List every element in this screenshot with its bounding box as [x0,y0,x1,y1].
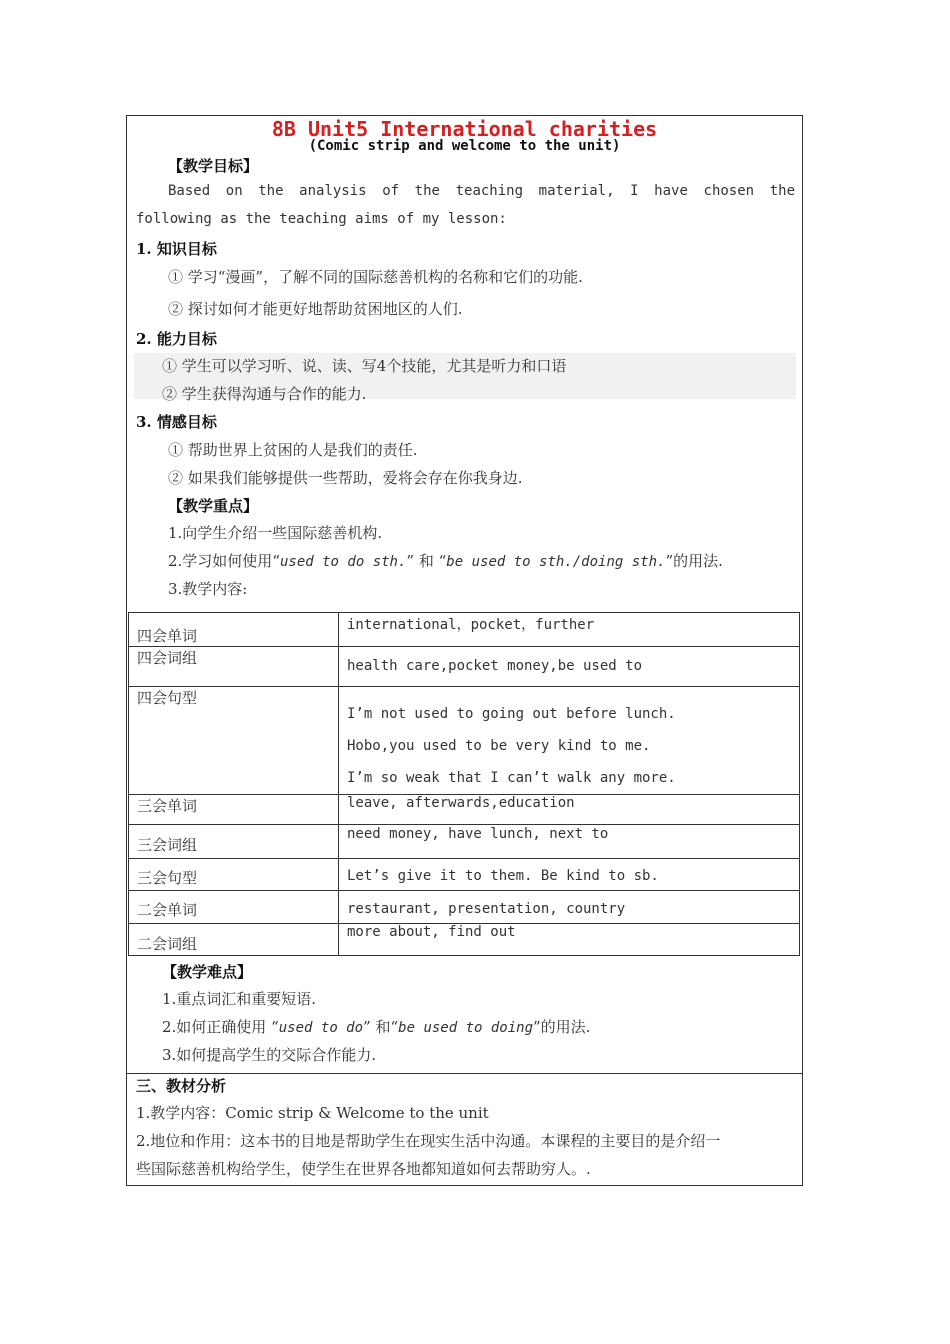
row-label: 二会词组 [129,924,339,956]
difficulty-2 [162,1016,590,1037]
difficulty-2-phrase-2: be used to doing [398,1020,534,1036]
content-line: restaurant, presentation, country [347,901,626,917]
emotion-item-1: ① 帮助世界上贫困的人是我们的责任. [168,441,418,459]
key-point-3: 3.教学内容: [168,580,248,598]
content-line: I’m not used to going out before lunch. [347,706,676,722]
table-row [129,859,800,891]
row-content [339,687,800,795]
objectives-intro-line2: following as the teaching aims of my lesson: [136,211,507,227]
key-point-2-middle: ” 和 “ [406,552,447,570]
difficulty-2-phrase-1: used to do [278,1020,364,1036]
emotion-heading: 3. 情感目标 [136,413,217,431]
row-label: 四会词组 [129,647,339,687]
content-line: leave, afterwards,education [347,795,575,811]
row-content [339,891,800,924]
content-line: health care,pocket money,be used to [347,658,643,674]
analysis-item-2-line1: 2.地位和作用：这本书的目地是帮助学生在现实生活中沟通。本课程的主要目的是介绍一 [136,1132,721,1150]
key-point-2-phrase-1: used to do sth. [279,554,407,570]
table-row [129,613,800,647]
row-label: 二会单词 [129,891,339,924]
content-line: I’m so weak that I can’t walk any more. [347,770,676,786]
row-label: 四会单词 [129,613,339,647]
row-label: 三会词组 [129,825,339,859]
content-line: Let’s give it to them. Be kind to sb. [347,868,659,884]
table-row [129,924,800,956]
row-label: 四会句型 [129,687,339,795]
ability-item-1: ① 学生可以学习听、说、读、写4个技能，尤其是听力和口语 [162,357,567,375]
difficulty-1: 1.重点词汇和重要短语. [162,990,317,1008]
section-divider [126,1073,803,1074]
analysis-item-1: 1.教学内容：Comic strip & Welcome to the unit [136,1104,489,1122]
table-row [129,647,800,687]
key-point-2-prefix: 2.学习如何使用“ [168,552,280,570]
key-point-2-phrase-2: be used to sth./doing sth. [446,554,666,570]
content-line: more about, find out [347,924,516,940]
table-row [129,795,800,825]
table-row [129,891,800,924]
row-content [339,859,800,891]
table-row [129,825,800,859]
row-content [339,647,800,687]
objectives-heading: 【教学目标】 [168,157,259,175]
analysis-heading: 三、教材分析 [136,1077,227,1095]
vocab-table [128,612,800,956]
content-line: Hobo,you used to be very kind to me. [347,738,651,754]
analysis-item-2-line2: 些国际慈善机构给学生，使学生在世界各地都知道如何去帮助穷人。. [136,1160,591,1178]
content-line: need money, have lunch, next to [347,826,609,842]
table-row [129,687,800,795]
key-points-heading: 【教学重点】 [168,497,259,515]
ability-item-2: ② 学生获得沟通与合作的能力. [162,385,367,403]
emotion-item-2: ② 如果我们能够提供一些帮助，爱将会存在你我身边. [168,469,523,487]
ability-heading: 2. 能力目标 [136,330,217,348]
row-content [339,795,800,825]
content-line: international，pocket，further [347,617,595,633]
knowledge-item-2: ② 探讨如何才能更好地帮助贫困地区的人们. [168,300,463,318]
key-point-2 [168,550,723,571]
row-label: 三会单词 [129,795,339,825]
difficulty-3: 3.如何提高学生的交际合作能力. [162,1046,377,1064]
row-label: 三会句型 [129,859,339,891]
document-title: 8B Unit5 International charities [271,117,658,141]
difficulty-2-suffix: ”的用法. [533,1018,591,1036]
objectives-intro-line1: Based on the analysis of the teaching material, I have chosen the [168,183,795,199]
difficulties-heading: 【教学难点】 [162,963,253,981]
knowledge-item-1: ① 学习“漫画”，了解不同的国际慈善机构的名称和它们的功能. [168,268,583,286]
knowledge-heading: 1. 知识目标 [136,240,217,258]
key-point-1: 1.向学生介绍一些国际慈善机构. [168,524,383,542]
key-point-2-suffix: ”的用法. [665,552,723,570]
difficulty-2-prefix: 2.如何正确使用 “ [162,1018,279,1036]
row-content [339,924,800,956]
document-subtitle: (Comic strip and welcome to the unit) [308,138,621,154]
row-content [339,825,800,859]
row-content [339,613,800,647]
difficulty-2-middle: ” 和“ [363,1018,399,1036]
